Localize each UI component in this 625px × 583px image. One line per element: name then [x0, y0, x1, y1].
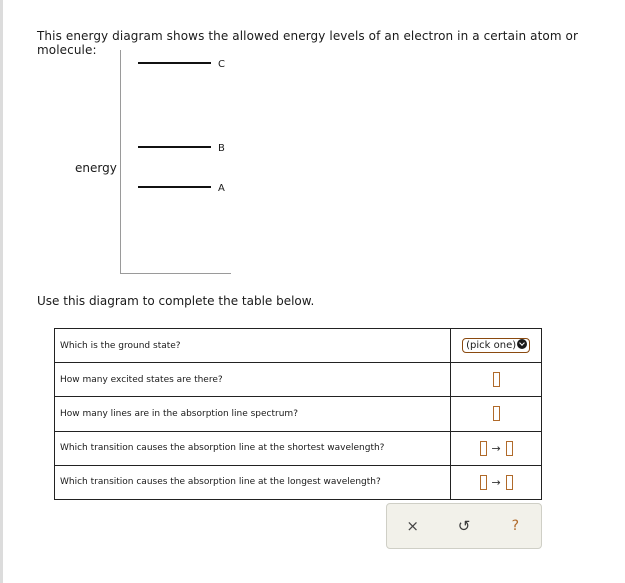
question-cell: Which transition causes the absorption line at the shortest wavelength?: [55, 431, 451, 465]
question-cell: Which transition causes the absorption line at the longest wavelength?: [55, 465, 451, 499]
undo-icon[interactable]: ↺: [457, 517, 471, 535]
table-row: [55, 397, 542, 431]
answer-cell: [451, 329, 542, 363]
shortest-transition-from-input[interactable]: [480, 441, 487, 456]
answer-cell: [451, 363, 542, 397]
question-table: [54, 328, 542, 500]
shortest-transition-to-input[interactable]: [506, 441, 513, 456]
excited-states-input[interactable]: [493, 372, 500, 387]
absorption-lines-input[interactable]: [493, 406, 500, 421]
energy-level-a-label: A: [218, 183, 225, 194]
instruction-text: Use this diagram to complete the table below.: [37, 294, 315, 308]
chevron-down-icon: [517, 339, 527, 349]
table-row: [55, 465, 542, 499]
table-row: [55, 329, 542, 363]
ground-state-select[interactable]: [462, 338, 530, 353]
right-arrow-icon: →: [491, 441, 501, 455]
question-cell: How many lines are in the absorption line spectrum?: [55, 397, 451, 431]
answer-toolbar: [386, 503, 542, 549]
table-row: [55, 431, 542, 465]
close-icon[interactable]: ×: [406, 517, 419, 535]
table-row: [55, 363, 542, 397]
select-label: (pick one): [466, 340, 517, 352]
question-cell: How many excited states are there?: [55, 363, 451, 397]
answer-cell: [451, 397, 542, 431]
answer-cell: [451, 431, 542, 465]
energy-level-c-label: C: [218, 59, 225, 70]
longest-transition-from-input[interactable]: [480, 475, 487, 490]
help-icon[interactable]: ?: [511, 518, 520, 534]
intro-text: This energy diagram shows the allowed energy levels of an electron in a certain atom or molecule:: [37, 29, 578, 57]
energy-diagram: [0, 0, 625, 290]
energy-level-b-label: B: [218, 143, 225, 154]
answer-cell: [451, 465, 542, 499]
right-arrow-icon: →: [491, 475, 501, 489]
question-cell: Which is the ground state?: [55, 329, 451, 363]
energy-axis-label: energy: [75, 161, 117, 175]
longest-transition-to-input[interactable]: [506, 475, 513, 490]
